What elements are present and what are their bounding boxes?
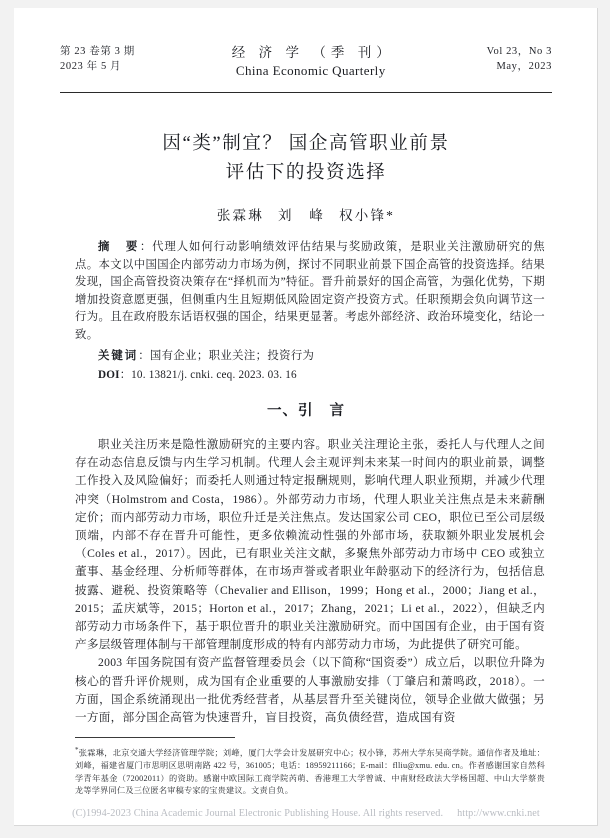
keywords-line <box>75 348 545 366</box>
keywords-label: 关键词 <box>98 349 139 362</box>
doi-value: ：10. 13821/j. cnki. ceq. 2023. 03. 16 <box>119 369 297 382</box>
journal-title-en: China Economic Quarterly <box>235 63 386 78</box>
keywords-text: ：国有企业；职业关注；投资行为 <box>138 349 315 362</box>
masthead-right-block <box>487 44 552 74</box>
section-heading-introduction <box>60 399 552 420</box>
page-content <box>14 8 598 826</box>
doi-line <box>75 367 545 385</box>
author-3: 权小锋* <box>339 208 396 223</box>
title-line-2: 评估下的投资选择 <box>225 163 387 183</box>
cnki-footer-bar <box>14 801 598 826</box>
issue-date-en: May，2023 <box>496 61 552 72</box>
author-2: 刘 峰 <box>277 208 326 223</box>
footnote-marker: * <box>75 746 79 754</box>
copyright-text: (C)1994-2023 China Academic Journal Electronic Publishing House. All rights reserved. <box>72 808 444 819</box>
page-title <box>60 130 552 188</box>
abstract-paragraph <box>75 239 545 345</box>
masthead-left-block <box>60 44 135 74</box>
author-list <box>60 204 552 224</box>
abstract-label: 摘 要 <box>98 241 140 253</box>
footnote-affiliation <box>75 744 545 797</box>
masthead-center-block <box>135 44 487 79</box>
issue-date-cn: 2023 年 5 月 <box>60 61 122 72</box>
footnote-divider <box>75 737 235 738</box>
body-text <box>75 436 545 727</box>
body-paragraph-2: 2003 年国务院国有资产监督管理委员会（以下简称“国资委”）成立后，以职位升降为核心的晋升评价规则，成为国有企业重要的人事激励安排（丁肇启和萧鸣政，2018）。一方面，国企系统涌现出一批优秀经营者，从基层晋升至关键岗位，领导企业做大做强；另一方面，部分国企高管为快速晋升，盲目投资，高负债经营，造成国有资 <box>75 656 545 725</box>
section-name: 言 <box>329 403 345 419</box>
section-number: 一、引 <box>267 403 314 419</box>
cnki-url-link[interactable]: http://www.cnki.net <box>457 808 540 819</box>
title-line-1: 因“类”制宜？ 国企高管职业前景 <box>162 134 450 154</box>
document-page <box>14 8 598 826</box>
author-1: 张霖琳 <box>216 208 264 223</box>
footnote-text: 张霖琳，北京交通大学经济管理学院；刘峰，厦门大学会计发展研究中心；权小锋，苏州大学东吴商学院。通信作者及地址：刘峰，福建省厦门市思明区思明南路 422 号，361005；电话：18959211166；E-mail：flliu@xmu. edu. cn。作者感谢国家自然科学青年基金（72002011）的资助。感谢中欧国际工商学院芮萌、香港理工大学曾诚、中南财经政法大学杨国超、中山大学蔡贵龙等学界同仁及三位匿名审稿专家的宝贵建议。文责自负。 <box>75 748 545 795</box>
journal-masthead <box>60 44 552 79</box>
masthead-divider <box>60 92 552 93</box>
abstract-section <box>75 239 545 385</box>
body-paragraph-1: 职业关注历来是隐性激励研究的主要内容。职业关注理论主张，委托人与代理人之间存在动态信息反馈与内生学习机制。代理人会主观评判未来某一时间内的职业前景，调整工作投入及风险偏好；而委托人则通过特定报酬规则，影响代理人职业预期，并减少代理冲突（Holmstrom and Costa，1986）。外部劳动力市场，代理人职业关注焦点是未来薪酬定价；而内部劳动力市场，职位升迁是关注焦点。发达国家公司 CEO，职位已至公司层级顶端，内部不存在晋升可能性，更多依赖流动性强的外部市场，获取额外职业发展机会（Coles et al.，2017）。因此，已有职业关注文献，多聚焦外部劳动力市场中 CEO 或独立董事、基金经理、分析师等群体，在市场声誉或者职业年龄驱动下的经济行为，包括信息披露、避税、投资策略等（Chevalier and Ellison，1999；Hong et al.，2000；Jiang et al.，2015；孟庆斌等，2015；Horton et al.，2017；Zhang，2021；Li et al.，2022），但缺乏内部劳动力市场条件下，基于职位晋升的职业关注激励研究。而中国国有企业，由于国有资产多层级管理体制与干部管理制度形成的特有内部劳动力市场，为此提供了研究可能。 <box>75 438 545 652</box>
abstract-text: ：代理人如何行动影响绩效评估结果与奖励政策，是职业关注激励研究的焦点。本文以中国国企内部劳动力市场为例，探讨不同职业前景下国企高管的投资选择。结果发现，国企高管投资决策存在“择机而为”特征。晋升前景好的国企高管，为强化优势，下期增加投资意愿更强，但侧重内生且短期低风险固定资产投资方式。任职预期会负向调节这一行为。且在政府股东话语权强的国企，结果更显著。考虑外部经济、政治环境变化，结论一致。 <box>75 241 545 341</box>
doi-label: DOI <box>98 369 120 382</box>
volume-issue-cn: 第 23 卷第 3 期 <box>60 46 135 57</box>
journal-title-cn: 经 济 学 （季 刊） <box>231 45 395 60</box>
volume-issue-en: Vol 23，No 3 <box>486 46 552 57</box>
